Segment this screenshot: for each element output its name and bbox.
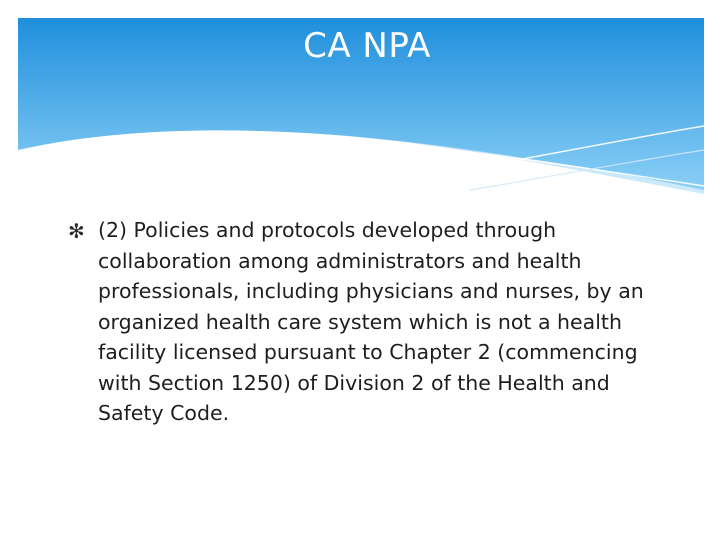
bullet-list <box>68 215 668 429</box>
asterisk-bullet-icon: ✻ <box>68 219 85 243</box>
bullet-item <box>68 215 668 429</box>
bullet-text: (2) Policies and protocols developed through collaboration among administrators and health professionals, including physicians and nurses, by an organized health care system which is not a health facility licensed pursuant to Chapter 2 (commencing with Section 1250) of Division 2 of the Health and Safety Code. <box>98 218 644 425</box>
slide-title: CA NPA <box>303 26 431 66</box>
